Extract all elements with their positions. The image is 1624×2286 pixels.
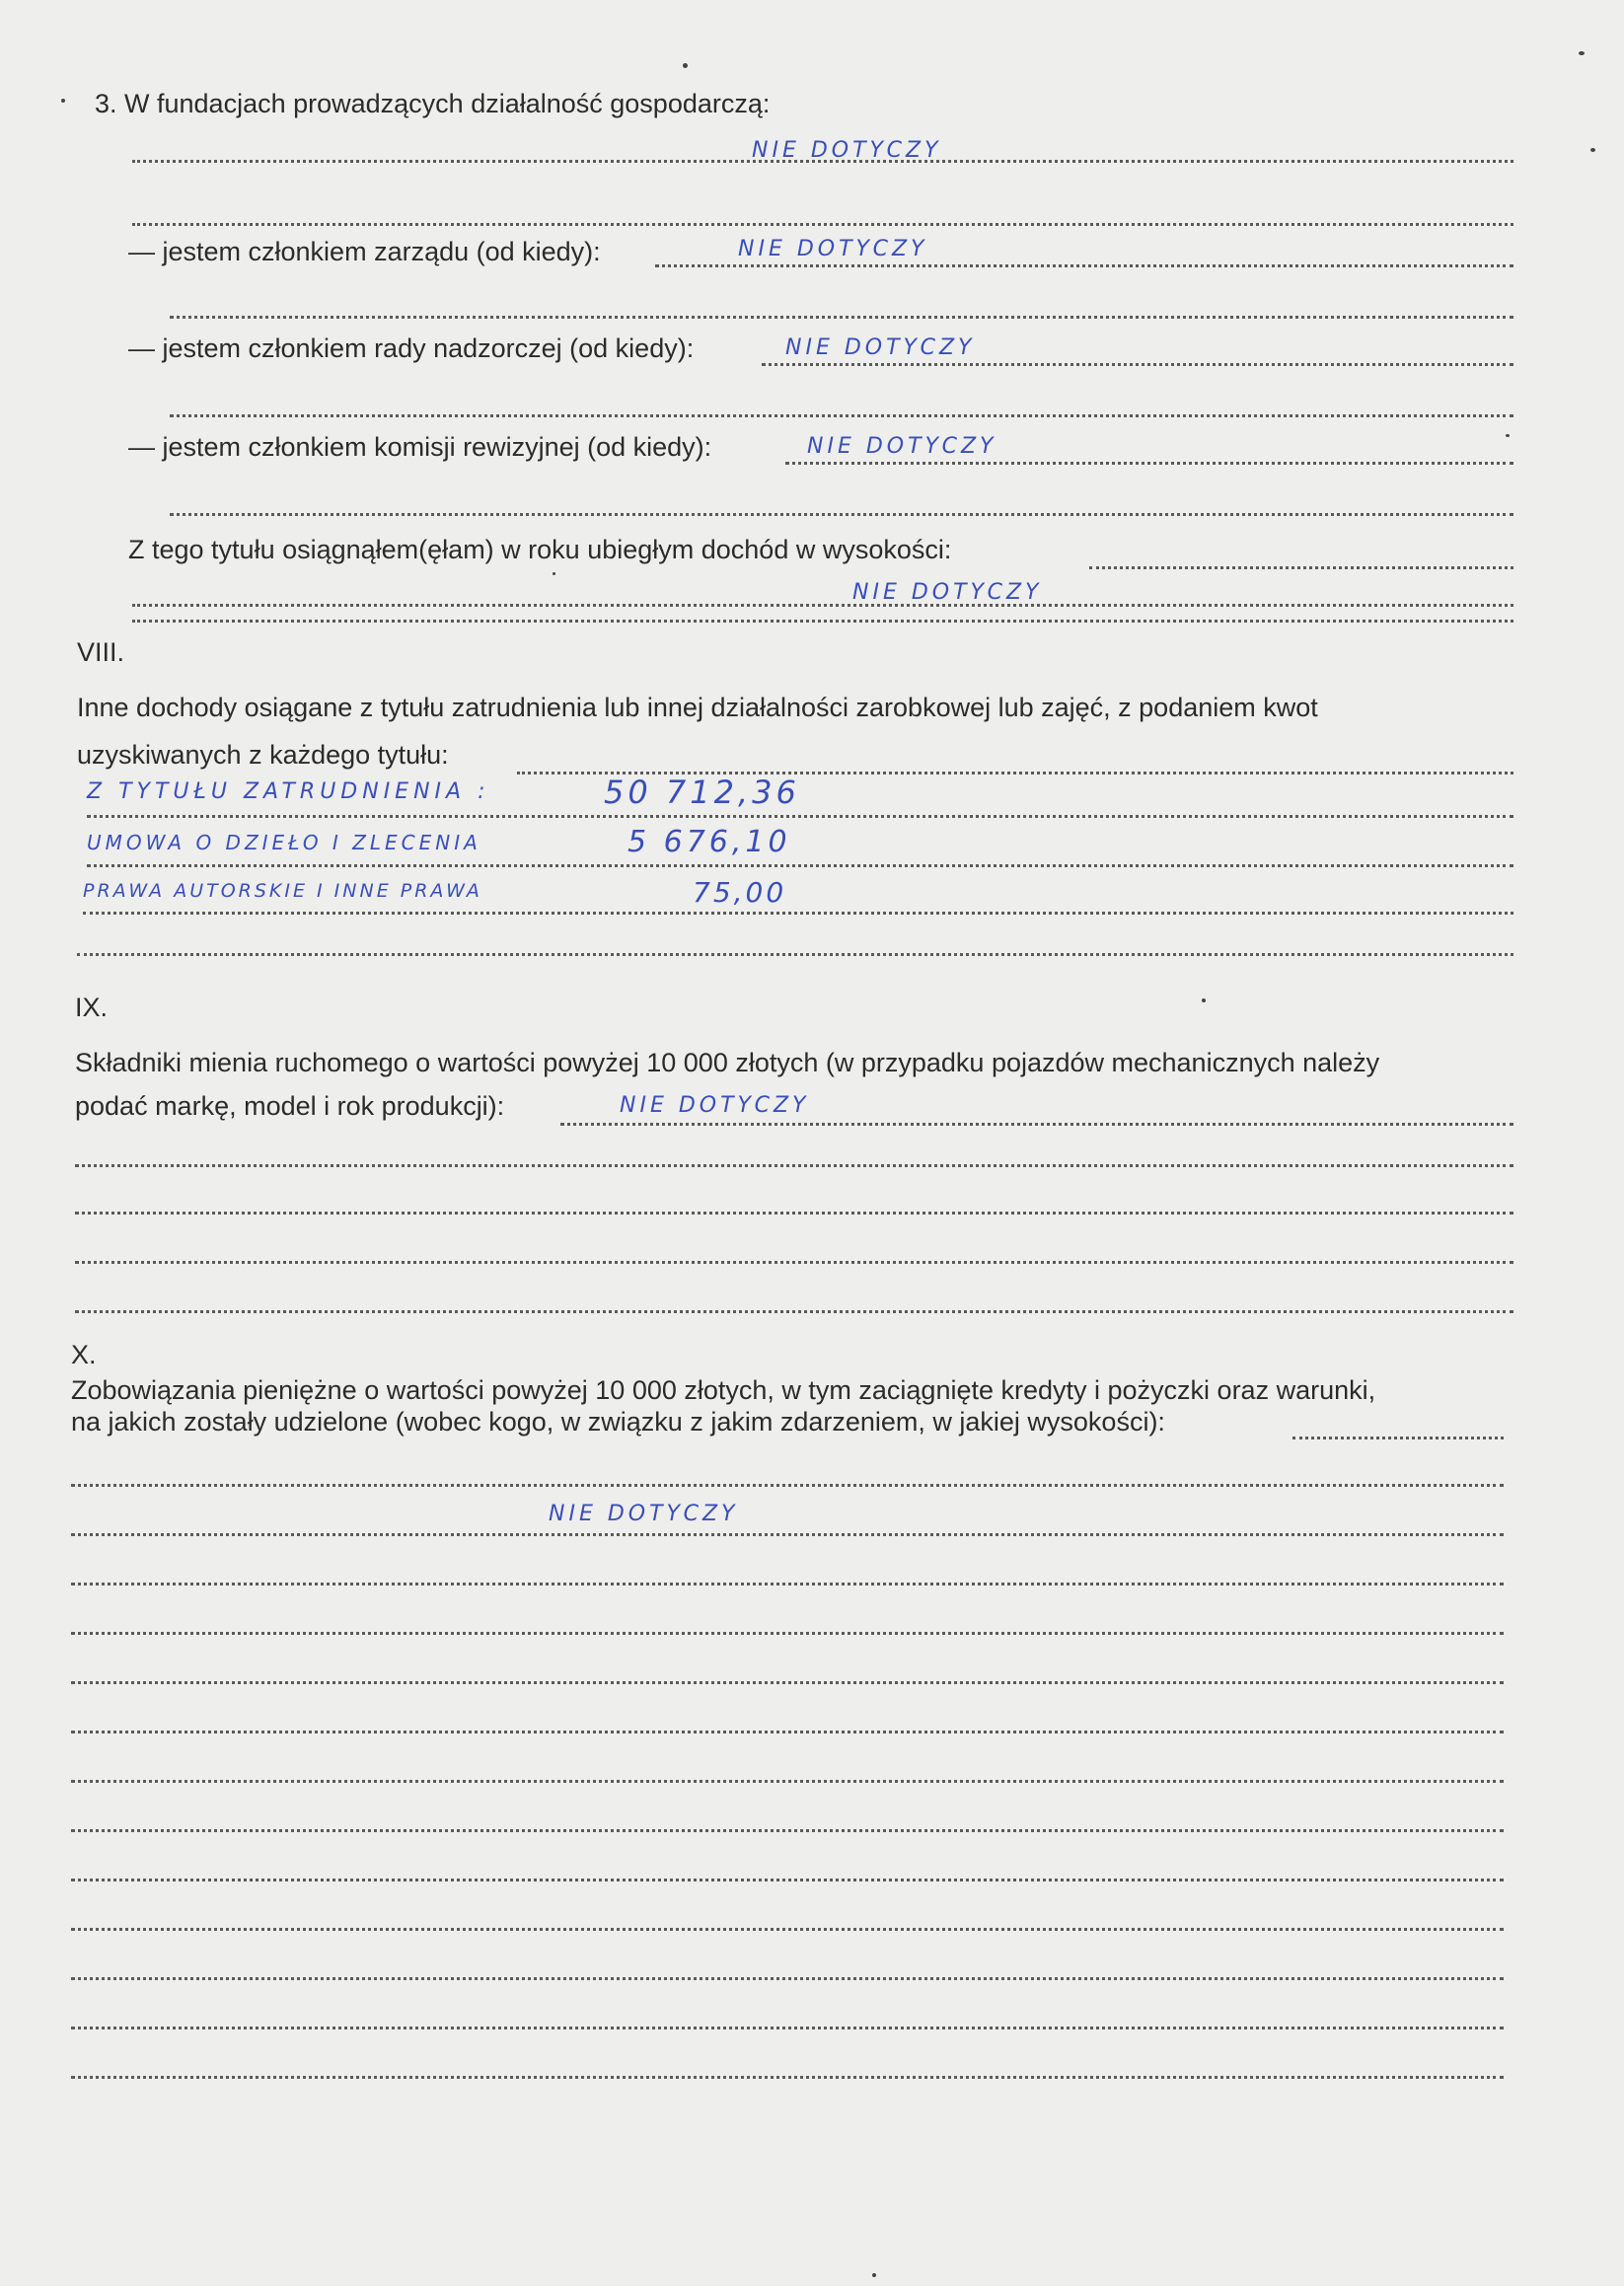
section9-heading: IX. bbox=[75, 993, 109, 1022]
dotted-line bbox=[71, 1780, 1504, 1783]
dotted-line bbox=[170, 316, 1513, 319]
dotted-line bbox=[71, 1928, 1504, 1931]
income-entry-label: UMOWA O DZIEŁO I ZLECENIA bbox=[87, 831, 481, 854]
income-entry-label: Z TYTUŁU ZATRUDNIENIA : bbox=[87, 779, 490, 804]
dotted-line bbox=[785, 462, 1513, 465]
section3-title: 3. W fundacjach prowadzących działalność gospodarczą: bbox=[95, 89, 771, 118]
income-entry-amount: 5 676,10 bbox=[627, 825, 791, 859]
dotted-line bbox=[71, 2027, 1504, 2029]
handwritten-answer: NIE DOTYCZY bbox=[752, 138, 942, 163]
dotted-line bbox=[1089, 566, 1513, 569]
dotted-line bbox=[762, 363, 1513, 366]
supervisory-member-label: — jestem członkiem rady nadzorczej (od kiedy): bbox=[128, 333, 695, 363]
income-label: Z tego tytułu osiągnąłem(ęłam) w roku ubiegłym dochód w wysokości: bbox=[128, 535, 952, 564]
scan-speck bbox=[683, 63, 688, 68]
section8-line1: Inne dochody osiągane z tytułu zatrudnienia lub innej działalności zarobkowej lub zajęć, z podaniem kwot bbox=[77, 693, 1318, 722]
dotted-line bbox=[71, 1879, 1504, 1881]
dotted-line bbox=[655, 264, 1513, 267]
dotted-line bbox=[75, 1310, 1513, 1313]
dotted-line bbox=[77, 953, 1513, 956]
dotted-line bbox=[87, 815, 1513, 818]
audit-member-label: — jestem członkiem komisji rewizyjnej (od kiedy): bbox=[128, 432, 712, 462]
dotted-line bbox=[1292, 1437, 1504, 1439]
dotted-line bbox=[71, 1632, 1504, 1635]
section10-line2: na jakich zostały udzielone (wobec kogo, w związku z jakim zdarzeniem, w jakiej wysokości): bbox=[71, 1407, 1165, 1437]
dotted-line bbox=[71, 1681, 1504, 1684]
dotted-line bbox=[75, 1261, 1513, 1264]
income-entry-label: PRAWA AUTORSKIE I INNE PRAWA bbox=[83, 880, 482, 902]
income-entry-amount: 50 712,36 bbox=[604, 774, 800, 811]
handwritten-answer: NIE DOTYCZY bbox=[852, 580, 1043, 605]
scan-speck bbox=[872, 2273, 876, 2277]
section8-heading: VIII. bbox=[77, 637, 125, 667]
dotted-line bbox=[132, 223, 1513, 226]
dotted-line bbox=[75, 1164, 1513, 1167]
dotted-line bbox=[560, 1123, 1513, 1126]
scan-speck bbox=[1590, 148, 1595, 152]
dotted-line bbox=[83, 912, 1513, 915]
dotted-line bbox=[132, 604, 1513, 607]
dotted-line bbox=[71, 1484, 1504, 1487]
handwritten-answer: NIE DOTYCZY bbox=[807, 434, 997, 459]
section9-line1: Składniki mienia ruchomego o wartości powyżej 10 000 złotych (w przypadku pojazdów mechanicznych należy bbox=[75, 1048, 1380, 1077]
handwritten-answer: NIE DOTYCZY bbox=[620, 1093, 810, 1118]
dotted-line bbox=[170, 414, 1513, 417]
scan-speck bbox=[61, 99, 65, 103]
scan-speck bbox=[1579, 51, 1585, 55]
scan-speck bbox=[1506, 434, 1510, 437]
handwritten-answer: NIE DOTYCZY bbox=[549, 1502, 739, 1526]
dotted-line bbox=[71, 1583, 1504, 1585]
dotted-line bbox=[132, 620, 1513, 623]
section8-line2: uzyskiwanych z każdego tytułu: bbox=[77, 740, 449, 770]
section10-line1: Zobowiązania pieniężne o wartości powyżej 10 000 złotych, w tym zaciągnięte kredyty i pożyczki oraz warunki, bbox=[71, 1375, 1376, 1405]
dotted-line bbox=[71, 2076, 1504, 2079]
dotted-line bbox=[170, 513, 1513, 516]
income-entry-amount: 75,00 bbox=[693, 876, 787, 909]
dotted-line bbox=[87, 864, 1513, 867]
scan-speck bbox=[553, 572, 555, 575]
section10-heading: X. bbox=[71, 1340, 97, 1369]
handwritten-answer: NIE DOTYCZY bbox=[785, 335, 976, 360]
dotted-line bbox=[71, 1829, 1504, 1832]
dotted-line bbox=[75, 1212, 1513, 1215]
dotted-line bbox=[71, 1977, 1504, 1980]
handwritten-answer: NIE DOTYCZY bbox=[738, 237, 928, 261]
dotted-line bbox=[71, 1731, 1504, 1733]
scan-speck bbox=[1202, 998, 1206, 1002]
dotted-line bbox=[71, 1533, 1504, 1536]
section9-line2: podać markę, model i rok produkcji): bbox=[75, 1091, 505, 1121]
board-member-label: — jestem członkiem zarządu (od kiedy): bbox=[128, 237, 601, 266]
